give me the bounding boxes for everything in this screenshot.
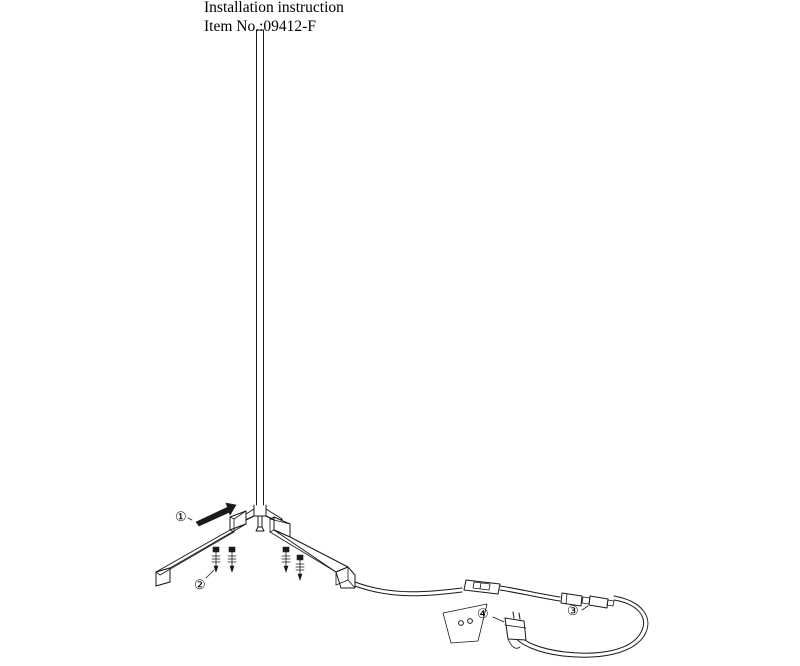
callout-4: ④ [477, 606, 489, 621]
page-title: Installation instruction [204, 0, 344, 16]
item-number: Item No.:09412-F [204, 18, 316, 35]
screw [282, 547, 290, 572]
callout-1: ① [175, 509, 187, 524]
inline-switch [464, 580, 500, 594]
callout-3: ③ [567, 603, 579, 618]
callout-1-arrow [188, 503, 236, 526]
screw-set [206, 547, 304, 580]
callout-2: ② [194, 577, 206, 592]
screw [212, 547, 220, 572]
screw [228, 547, 236, 572]
power-cable [355, 582, 648, 657]
vertical-lamp-pole [257, 30, 264, 505]
screw [296, 555, 304, 580]
base-foot-right [270, 517, 355, 588]
